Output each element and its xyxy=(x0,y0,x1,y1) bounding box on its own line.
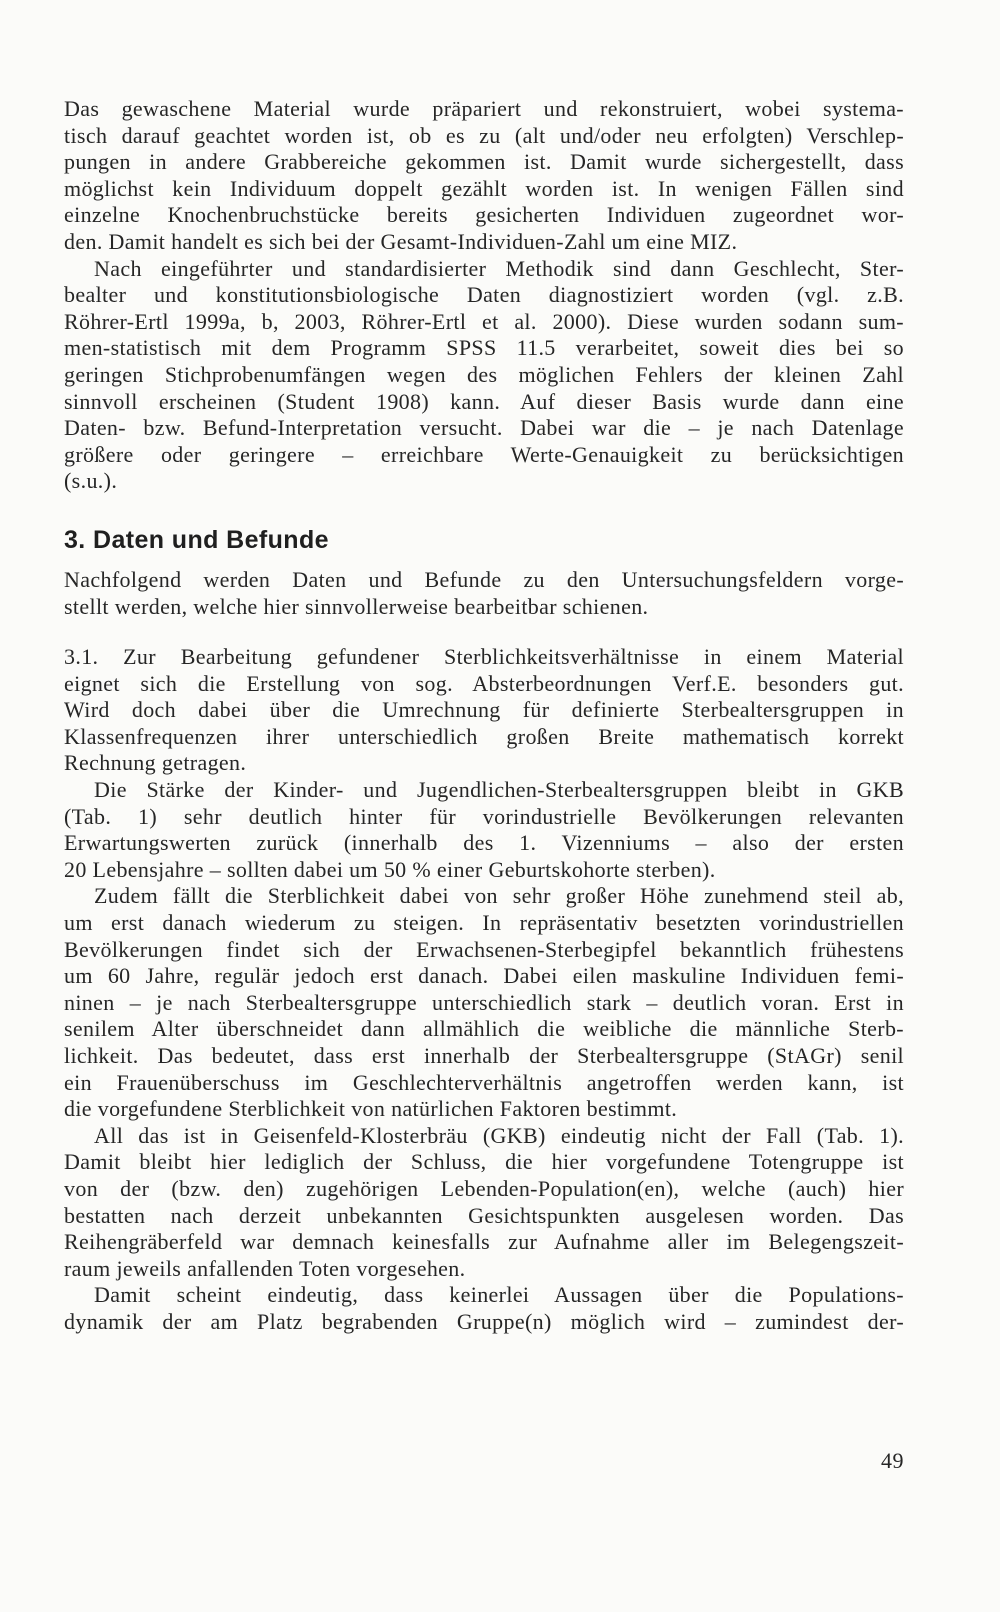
text-line: Das gewaschene Material wurde präpariert und rekonstruiert, wobei systema- xyxy=(64,96,904,121)
paragraph-1 xyxy=(64,96,904,256)
spacer xyxy=(64,495,904,523)
text-line: senilem Alter überschneidet dann allmählich die weibliche die männliche Sterb- xyxy=(64,1016,904,1042)
paragraph-8 xyxy=(64,1282,904,1335)
text-line: dynamik der am Platz begrabenden Gruppe(n) möglich wird – zumindest der- xyxy=(64,1308,904,1334)
text-line: möglichst kein Individuum doppelt gezählt worden ist. In wenigen Fällen sind xyxy=(64,175,904,201)
text-line: Rechnung getragen. xyxy=(64,750,247,776)
text-line: Nachfolgend werden Daten und Befunde zu den Untersuchungsfeldern vorge- xyxy=(64,566,904,592)
text-line: bestatten nach derzeit unbekannten Gesichtspunkten ausgelesen worden. Das xyxy=(64,1202,904,1228)
paragraph-6 xyxy=(64,883,904,1122)
page-body xyxy=(64,96,904,1336)
text-line: Die Stärke der Kinder- und Jugendlichen-Sterbealtersgruppen bleibt in GKB xyxy=(94,777,904,803)
text-line: Klassenfrequenzen ihrer unterschiedlich großen Breite mathematisch korrekt xyxy=(64,723,904,749)
text-line: bealter und konstitutionsbiologische Daten diagnostiziert worden (vgl. z.B. xyxy=(64,282,904,308)
page-number: 49 xyxy=(881,1448,904,1473)
text-line: tisch darauf geachtet worden ist, ob es zu (alt und/oder neu erfolgten) Verschlep- xyxy=(64,122,904,148)
text-line: pungen in andere Grabbereiche gekommen ist. Damit wurde sichergestellt, dass xyxy=(64,149,904,175)
text-line: von der (bzw. den) zugehörigen Lebenden-Population(en), welche (auch) hier xyxy=(64,1175,904,1201)
text-line: (s.u.). xyxy=(64,468,118,494)
text-line: raum jeweils anfallenden Toten vorgesehen. xyxy=(64,1255,466,1281)
text-line: Damit scheint eindeutig, dass keinerlei Aussagen über die Populations- xyxy=(94,1282,904,1308)
text-line: Reihengräberfeld war demnach keinesfalls zur Aufnahme aller im Belegengszeit- xyxy=(64,1229,904,1255)
text-line: Nach eingeführter und standardisierter Methodik sind dann Geschlecht, Ster- xyxy=(94,255,904,281)
text-line: ein Frauenüberschuss im Geschlechterverhältnis angetroffen werden kann, ist xyxy=(64,1069,904,1095)
text-line: um 60 Jahre, regulär jedoch erst danach. Dabei eilen maskuline Individuen femi- xyxy=(64,963,904,989)
paragraph-7 xyxy=(64,1123,904,1283)
text-line: den. Damit handelt es sich bei der Gesamt-Individuen-Zahl um eine MIZ. xyxy=(64,228,738,254)
spacer xyxy=(64,620,904,644)
text-line: größere oder geringere – erreichbare Werte-Genauigkeit zu berücksichtigen xyxy=(64,441,904,467)
text-line: Zudem fällt die Sterblichkeit dabei von sehr großer Höhe zunehmend steil ab, xyxy=(94,883,904,909)
text-line: lichkeit. Das bedeutet, dass erst innerhalb der Sterbealtersgruppe (StAGr) senil xyxy=(64,1043,904,1068)
paragraph-4 xyxy=(64,644,904,777)
text-line: stellt werden, welche hier sinnvollerweise bearbeitbar schienen. xyxy=(64,593,649,619)
text-line: (Tab. 1) sehr deutlich hinter für vorindustrielle Bevölkerungen relevanten xyxy=(64,803,904,829)
text-line: Bevölkerungen findet sich der Erwachsenen-Sterbegipfel bekanntlich frühestens xyxy=(64,936,904,962)
text-line: 3.1. Zur Bearbeitung gefundener Sterblichkeitsverhältnisse in einem Material xyxy=(64,644,904,670)
text-line: Daten- bzw. Befund-Interpretation versucht. Dabei war die – je nach Datenlage xyxy=(64,415,904,441)
paragraph-3 xyxy=(64,567,904,620)
section-heading: 3. Daten und Befunde xyxy=(64,525,329,554)
text-line: Röhrer-Ertl 1999a, b, 2003, Röhrer-Ertl et al. 2000). Diese wurden sodann sum- xyxy=(64,308,904,334)
paragraph-2 xyxy=(64,256,904,495)
text-line: um erst danach wiederum zu steigen. In repräsentativ besetzten vorindustriellen xyxy=(64,910,904,936)
paragraph-5 xyxy=(64,777,904,883)
text-line: eignet sich die Erstellung von sog. Absterbeordnungen Verf.E. besonders gut. xyxy=(64,670,904,696)
text-line: einzelne Knochenbruchstücke bereits gesicherten Individuen zugeordnet wor- xyxy=(64,202,904,228)
text-line: Damit bleibt hier lediglich der Schluss, die hier vorgefundene Totengruppe ist xyxy=(64,1149,904,1175)
text-line: geringen Stichprobenumfängen wegen des möglichen Fehlers der kleinen Zahl xyxy=(64,361,904,387)
text-line: men-statistisch mit dem Programm SPSS 11.5 verarbeitet, soweit dies bei so xyxy=(64,335,904,361)
text-line: Erwartungswerten zurück (innerhalb des 1. Vizenniums – also der ersten xyxy=(64,830,904,856)
text-line: All das ist in Geisenfeld-Klosterbräu (GKB) eindeutig nicht der Fall (Tab. 1). xyxy=(94,1122,904,1148)
text-line: 20 Lebensjahre – sollten dabei um 50 % einer Geburtskohorte sterben). xyxy=(64,856,716,882)
text-line: die vorgefundene Sterblichkeit von natürlichen Faktoren bestimmt. xyxy=(64,1096,678,1122)
text-line: sinnvoll erscheinen (Student 1908) kann. Auf dieser Basis wurde dann eine xyxy=(64,388,904,414)
text-line: ninen – je nach Sterbealtersgruppe unterschiedlich stark – deutlich voran. Erst in xyxy=(64,989,904,1015)
text-line: Wird doch dabei über die Umrechnung für definierte Sterbealtersgruppen in xyxy=(64,697,904,723)
